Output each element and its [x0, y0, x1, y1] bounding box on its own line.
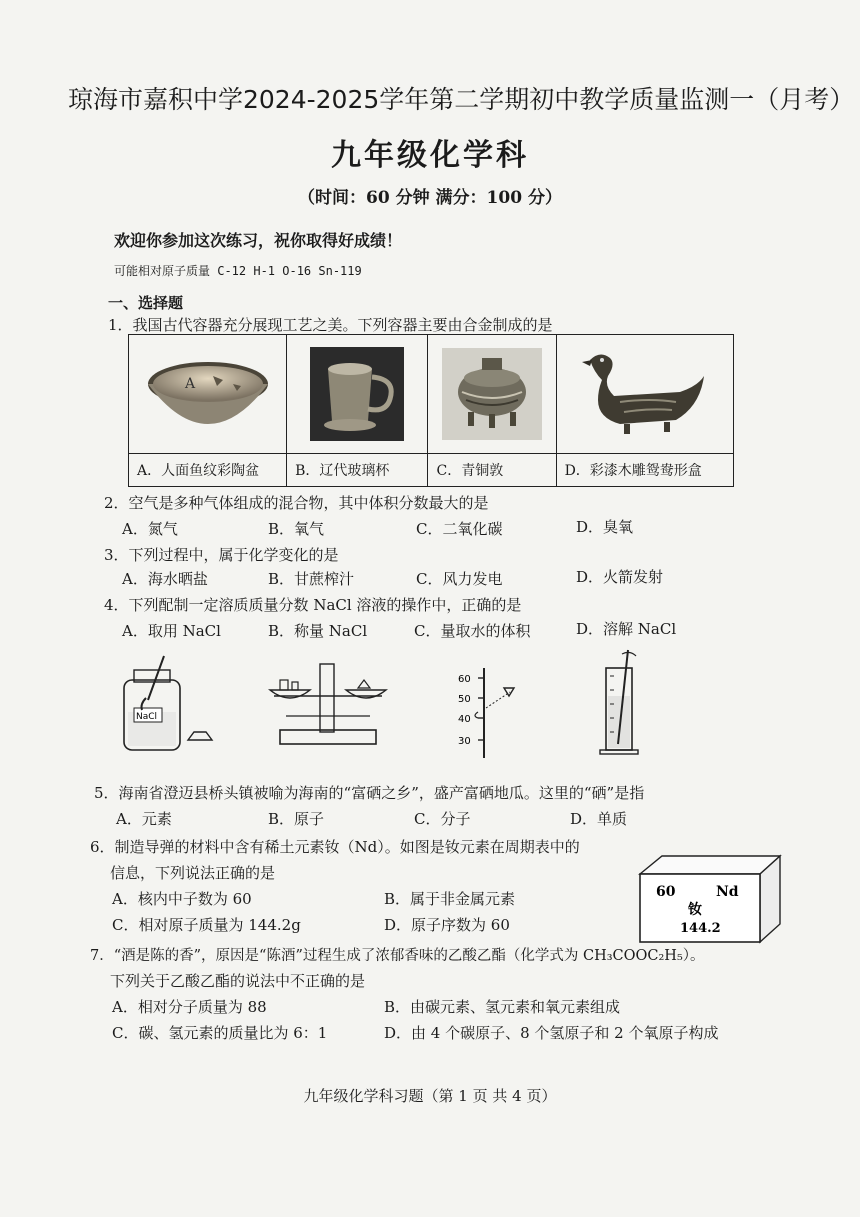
q4-option-b: B．称量 NaCl	[268, 622, 368, 640]
element-name: 钕	[688, 902, 702, 918]
tick-50: 50	[458, 694, 471, 705]
page-footer: 九年级化学科习题（第 1 页 共 4 页）	[303, 1087, 557, 1105]
q4-option-a: A．取用 NaCl	[122, 622, 221, 640]
duck-box-image	[556, 335, 733, 454]
q7-option-d: D．由 4 个碳原子、8 个氢原子和 2 个氧原子构成	[384, 1024, 719, 1042]
q5-option-d: D．单质	[570, 810, 628, 828]
q7-option-a: A．相对分子质量为 88	[112, 998, 267, 1016]
question-4-stem: 4．下列配制一定溶质质量分数 NaCl 溶液的操作中，正确的是	[104, 596, 522, 614]
q7-option-b: B．由碳元素、氢元素和氧元素组成	[384, 998, 621, 1016]
jar-label: NaCl	[136, 712, 158, 722]
q3-option-c: C．风力发电	[416, 570, 503, 588]
q2-option-c: C．二氧化碳	[416, 520, 503, 538]
q2-option-a: A．氮气	[122, 520, 178, 538]
element-mass: 144.2	[680, 921, 721, 936]
graduated-cylinder-figure	[448, 668, 518, 760]
question-7-stem-line1: 7．“酒是陈的香”，原因是“陈酒”过程生成了浓郁香味的乙酸乙酯（化学式为 CH₃COOC₂H₅）。	[90, 948, 705, 964]
q6-option-d: D．原子序数为 60	[384, 916, 510, 934]
q2-option-b: B．氧气	[268, 520, 325, 538]
bowl-mark: A	[184, 376, 195, 392]
question-6-stem-line1: 6．制造导弹的材料中含有稀土元素钕（Nd）。如图是钕元素在周期表中的	[90, 838, 580, 856]
tick-40: 40	[458, 714, 471, 725]
element-number: 60	[656, 884, 676, 900]
q7-option-c: C．碳、氢元素的质量比为 6：1	[112, 1024, 328, 1042]
q1-option-c: C．青铜敦	[428, 454, 556, 487]
q3-option-a: A．海水晒盐	[122, 570, 208, 588]
q1-option-a: A．人面鱼纹彩陶盆	[129, 454, 287, 487]
balance-scale-figure	[266, 660, 390, 750]
question-1-stem: 1．我国古代容器充分展现工艺之美。下列容器主要由合金制成的是	[108, 316, 553, 334]
q4-option-c: C．量取水的体积	[414, 622, 531, 640]
glass-cup-image	[287, 335, 428, 454]
question-1-image-table	[128, 334, 734, 487]
question-5-stem: 5．海南省澄迈县桥头镇被喻为海南的“富硒之乡”，盛产富硒地瓜。这里的“硒”是指	[94, 784, 645, 802]
q6-option-b: B．属于非金属元素	[384, 890, 516, 908]
question-6-stem-line2: 信息，下列说法正确的是	[110, 864, 276, 882]
welcome-text: 欢迎你参加这次练习，祝你取得好成绩！	[114, 231, 403, 250]
q5-option-b: B．原子	[268, 810, 325, 828]
question-2-stem: 2．空气是多种气体组成的混合物，其中体积分数最大的是	[104, 494, 489, 512]
reagent-jar-figure	[118, 652, 218, 756]
q1-option-d: D．彩漆木雕鸳鸯形盒	[556, 454, 733, 487]
pottery-bowl-image	[129, 335, 287, 454]
dissolving-cylinder-figure	[596, 646, 656, 758]
q6-option-c: C．相对原子质量为 144.2g	[112, 916, 301, 934]
q4-option-d: D．溶解 NaCl	[576, 620, 677, 638]
atomic-masses: 可能相对原子质量 C-12 H-1 O-16 Sn-119	[114, 264, 362, 278]
q5-option-a: A．元素	[116, 810, 172, 828]
q3-option-b: B．甘蔗榨汁	[268, 570, 355, 588]
q6-option-a: A．核内中子数为 60	[112, 890, 252, 908]
subject-title: 九年级化学科	[331, 138, 529, 173]
neodymium-element-card	[636, 852, 786, 944]
tick-60: 60	[458, 674, 471, 685]
q1-option-b: B．辽代玻璃杯	[287, 454, 428, 487]
tick-30: 30	[458, 736, 471, 747]
q5-option-c: C．分子	[414, 810, 471, 828]
q3-option-d: D．火箭发射	[576, 568, 664, 586]
section-heading: 一、选择题	[108, 294, 184, 312]
exam-title: 琼海市嘉积中学2024-2025学年第二学期初中教学质量监测一（月考）	[68, 85, 855, 114]
exam-duration: （时间：60 分钟 满分：100 分）	[298, 188, 562, 208]
bronze-dun-image	[428, 335, 556, 454]
question-7-stem-line2: 下列关于乙酸乙酯的说法中不正确的是	[110, 972, 366, 990]
element-symbol: Nd	[716, 884, 739, 900]
q2-option-d: D．臭氧	[576, 518, 634, 536]
question-3-stem: 3．下列过程中，属于化学变化的是	[104, 546, 339, 564]
